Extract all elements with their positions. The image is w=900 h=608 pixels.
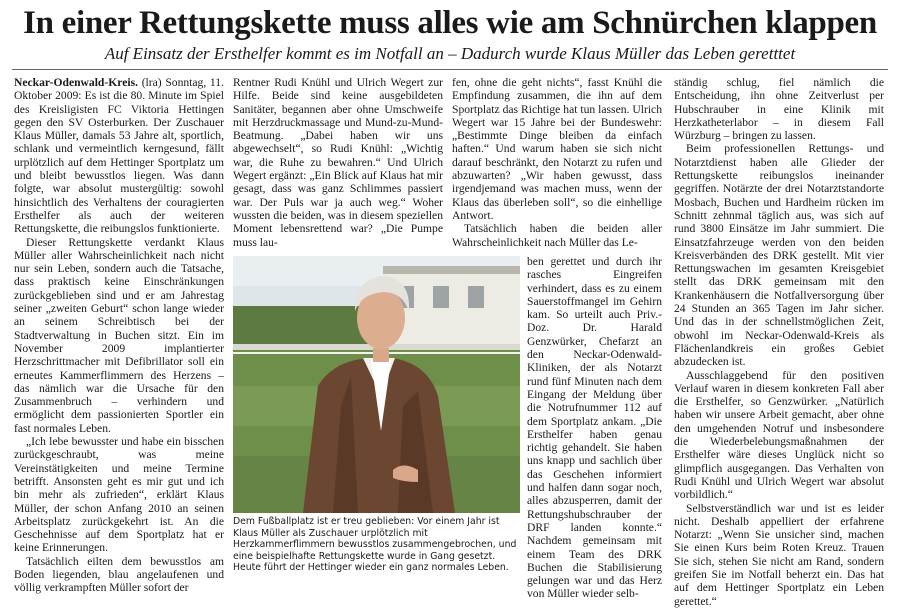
divider-rule xyxy=(12,69,888,70)
subheadline: Auf Einsatz der Ersthelfer kommt es im Notfall an – Dadurch wurde Klaus Müller das Leben geretttet xyxy=(104,44,796,63)
paragraph: Beim professionellen Rettungs- und Notarztdienst haben alle Glieder der Rettungskette reibungslos ineinander gegriffen. Notärzte der drei Notarztstandorte Mosbach, Buchen und Hardheim rücken im Schnitt zehnmal täglich aus, was sich auf rund 3800 Einsätze im Jahr summiert. Die Einsatzfahrzeuge werden von den beiden Kreisverbänden des DRK gestellt. Mit vier Rettungswachen im gesamten Kreisgebiet stellt das DRK gemeinsam mit den Krankenhäusern die Notfallversorgung über 24 Stunden an 365 Tagen im Jahr sicher. Und das in der schnellstmöglichen Zeit, obwohl im Neckar-Odenwald-Kreis als Flächenlandkreis ein großes Gebiet abzudecken ist. xyxy=(674,142,884,369)
dateline: Neckar-Odenwald-Kreis. xyxy=(14,76,138,89)
column-2 xyxy=(233,76,443,251)
paragraph: Tatsächlich eilten dem bewusstlos am Boden liegenden, blau angelaufenen und völlig verkrampften Müller sofort der xyxy=(14,554,224,595)
paragraph: Tatsächlich haben die beiden aller Wahrscheinlichkeit nach Müller das Le- xyxy=(452,222,662,249)
paragraph: Selbstverständlich war und ist es leider nicht. Deshalb appelliert der erfahrene Notarzt: „Wenn Sie unsicher sind, machen Sie einen Kurs beim Roten Kreuz. Trauen Sie sich, stehen Sie nicht am Rand, sondern greifen Sie im Notfall beherzt ein. Das hat auf dem Hettinger Sportplatz ein Leben gerettet.“ xyxy=(674,501,884,608)
paragraph: Ausschlaggebend für den positiven Verlauf waren in diesem konkreten Fall aber die Ersthelfer, so Genzwürker. „Natürlich haben wir unsere Arbeit gemacht, aber ohne den umgehenden Notruf und insbesondere die Wiederbelebungsmaßnahmen der Ersthelfer wäre dieses Unglück nicht so glimpflich ausgegangen. Das Verhalten von Rudi Knühl und Ulrich Wegert war absolut vorbildlich.“ xyxy=(674,368,884,502)
paragraph: Dieser Rettungskette verdankt Klaus Müller aller Wahrscheinlichkeit nach nicht nur sein Leben, sondern auch die Tatsache, dass praktisch keine Einschränkungen zurückgeblieben sind und er am Jahrestag seiner „zweiten Geburt“ schon lange wieder an seinem Schreibtisch bei der Stadtverwaltung in Buchen sitzt. Ein im November 2009 implantierter Herzschrittmacher mit Defibrillator soll ein erneutes Kammerflimmern des Herzens – das nämlich war die Ursache für den Zusammenbruch – verhindern und ermöglicht dem passionierten Sportler ein fast normales Leben. xyxy=(14,235,224,435)
headline: In einer Rettungskette muss alles wie am Schnürchen klappen xyxy=(23,5,877,41)
paragraph xyxy=(14,76,224,236)
column-3 xyxy=(452,76,662,251)
column-3-lower xyxy=(527,255,662,601)
paragraph-text: (lra) Sonntag, 11. Oktober 2009: Es ist die 80. Minute im Spiel des Kreisligisten FC Viktoria Hettingen gegen den SV Osterburken. Der Zuschauer Klaus Müller, damals 53 Jahre alt, sportlich, schlank und vermeintlich kerngesund, fällt urplötzlich auf dem Hettinger Sportplatz um und bleibt bewusstlos liegen. Was dann folgte, war absolut mustergültig: sowohl hinsichtlich des Verhaltens der couragierten Ersthelfer als auch der weiteren Rettungskette, die reibungslos funktionierte. xyxy=(14,76,224,236)
paragraph: „Ich lebe bewusster und habe ein bisschen zurückgeschraubt, was meine Vereinstätigkeiten und meine Termine betrifft. Ansonsten geht es mir gut und ich bin mehr als zufrieden“, erklärt Klaus Müller, der schon Anfang 2010 an seinen Arbeitsplatz zurückgekehrt ist. An die Geschehnisse auf dem Sportplatz hat er keine Erinnerungen. xyxy=(14,435,224,555)
paragraph: Rentner Rudi Knühl und Ulrich Wegert zur Hilfe. Beide sind keine ausgebildeten Sanitäter, begannen aber ohne Umschweife mit Herzdruckmassage und Mund-zu-Mund-Beatmung. „Dabei haben wir uns abgewechselt“, so Rudi Knühl: „Wichtig war, die Ruhe zu bewahren.“ Und Ulrich Wegert ergänzt: „Ein Blick auf Klaus hat mir gesagt, dass was ganz Schlimmes passiert war. Der Puls war ja auch weg.“ Woher wussten die beiden, was in diesem speziellen Moment lebensrettend war? „Die Pumpe muss lau- xyxy=(233,76,443,249)
column-4 xyxy=(674,76,884,608)
paragraph: ben gerettet und durch ihr rasches Eingreifen verhindert, dass es zu einem Sauerstoffmangel im Gehirn kam. So urteilt auch Priv.-Doz. Dr. Harald Genzwürker, Chefarzt an den Neckar-Odenwald-Kliniken, der als Notarzt rund fünf Minuten nach dem Eingang der Meldung über die Notrufnummer 112 auf dem Sportplatz ankam. „Die Ersthelfer haben genau richtig gehandelt. Sie haben uns knapp und sachlich über das Geschehen informiert und halfen dann sogar noch, alles abzusperren, damit der Rettungshubschrauber der DRF landen konnte.“ Nachdem gemeinsam mit einem Team des DRK Buchen die Stabilisierung gelungen war und das Herz von Müller wieder selb- xyxy=(527,255,662,601)
photo-caption: Dem Fußballplatz ist er treu geblieben: Vor einem Jahr ist Klaus Müller als Zuschauer urplötzlich mit Herzkammerflimmern bewusstlos zusammengebrochen, und eine beispielhafte Rettungskette wurde in Gang gesetzt. Heute führt der Hettinger wieder ein ganz normales Leben. xyxy=(233,516,517,573)
paragraph: fen, ohne die geht nichts“, fasst Knühl die Empfindung zusammen, die ihn auf dem Sportplatz das Richtige hat tun lassen. Ulrich Wegert war 15 Jahre bei der Bundeswehr: „Bestimmte Dinge bleiben da einfach haften.“ Und warum haben sie sich nicht darauf beschränkt, den Notarzt zu rufen und abzuwarten? „Wir haben gewusst, dass irgendjemand was machen muss, wenn der Klaus das überleben soll“, so die einhellige Antwort. xyxy=(452,76,662,222)
article-photo xyxy=(233,256,520,513)
paragraph: ständig schlug, fiel nämlich die Entscheidung, ihn ohne Zeitverlust per Hubschrauber in eine Klinik mit Herzkatheterlabor – in diesem Fall Würzburg – bringen zu lassen. xyxy=(674,76,884,143)
photo-illustration xyxy=(233,256,520,513)
column-1 xyxy=(14,76,224,595)
